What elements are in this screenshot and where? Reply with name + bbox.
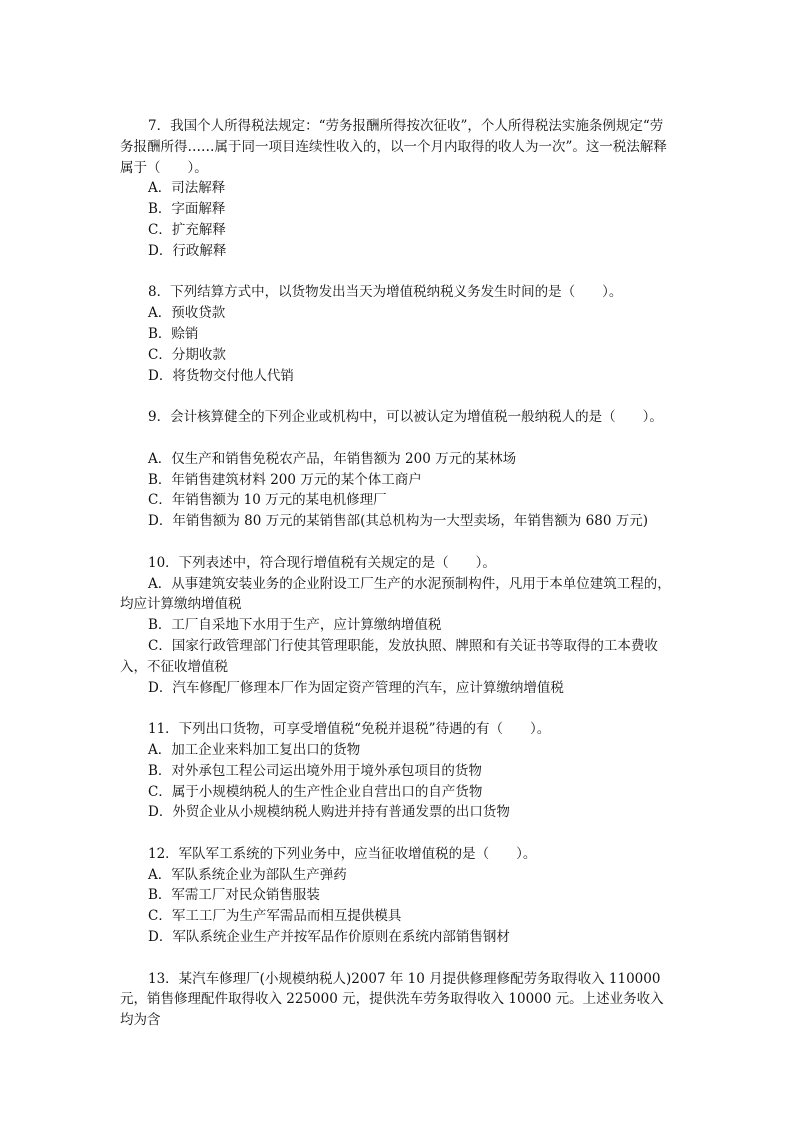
option-d: D．外贸企业从小规模纳税人购进并持有普通发票的出口货物 — [148, 804, 510, 821]
option-b: B．对外承包工程公司运出境外用于境外承包项目的货物 — [148, 762, 482, 779]
question-stem: 9．会计核算健全的下列企业或机构中，可以被认定为增值税一般纳税人的是（ ）。 — [148, 409, 663, 426]
question-stem: 8．下列结算方式中，以货物发出当天为增值税纳税义务发生时间的是（ ）。 — [148, 284, 623, 301]
question-11 — [120, 719, 676, 823]
option-c: C．年销售额为 10 万元的某电机修理厂 — [148, 492, 387, 509]
spacer — [120, 428, 676, 449]
option-c: C．扩充解释 — [148, 221, 226, 238]
option-b: B．年销售建筑材料 200 万元的某个体工商户 — [148, 471, 422, 488]
question-9 — [120, 407, 676, 532]
question-stem: 7．我国个人所得税法规定：“劳务报酬所得按次征收”，个人所得税法实施条例规定“劳务报酬所得……属于同一项目连续性收入的，以一个月内取得的收人为一次”。这一税法解释属于（ ）。 — [120, 118, 667, 176]
question-stem: 13．某汽车修理厂(小规模纳税人)2007 年 10 月提供修理修配劳务取得收入 110000 元，销售修理配件取得收入 225000 元，提供洗车劳务取得收入 10000 元。上述业务收入均为含 — [120, 970, 664, 1029]
question-stem: 12．军队军工系统的下列业务中，应当征收增值税的是（ ）。 — [148, 845, 537, 862]
option-c: C．军工工厂为生产军需品而相互提供模具 — [148, 908, 402, 925]
option-b: B．赊销 — [148, 325, 199, 342]
option-d: D．汽车修配厂修理本厂作为固定资产管理的汽车，应计算缴纳增值税 — [148, 679, 564, 696]
option-a: A．预收贷款 — [148, 305, 226, 322]
option-c: C．属于小规模纳税人的生产性企业自营出口的自产货物 — [148, 783, 483, 800]
option-b: B．军需工厂对民众销售服装 — [148, 887, 320, 904]
option-a: A．司法解释 — [148, 180, 226, 197]
option-d: D．军队系统企业生产并按军品作价原则在系统内部销售钢材 — [148, 929, 510, 946]
question-13 — [120, 969, 676, 1031]
question-stem: 11．下列出口货物，可享受增值税“免税并退税”待遇的有（ ）。 — [148, 721, 551, 738]
option-d: D．行政解释 — [148, 242, 227, 259]
option-a: A．从事建筑安装业务的企业附设工厂生产的水泥预制构件，凡用于本单位建筑工程的，均应计算缴纳增值税 — [120, 575, 671, 613]
option-b: B．字面解释 — [148, 201, 226, 218]
question-8 — [120, 282, 676, 386]
question-stem: 10．下列表述中，符合现行增值税有关规定的是（ ）。 — [148, 554, 496, 571]
question-list — [120, 116, 676, 1052]
option-d: D．年销售额为 80 万元的某销售部(其总机构为一大型卖场，年销售额为 680 万元) — [148, 513, 648, 530]
question-12 — [120, 844, 676, 948]
option-a: A．仅生产和销售免税农产品，年销售额为 200 万元的某林场 — [148, 450, 517, 467]
question-7 — [120, 116, 676, 262]
option-a: A．军队系统企业为部队生产弹药 — [148, 866, 347, 883]
question-10 — [120, 553, 676, 699]
option-c: C．分期收款 — [148, 346, 226, 363]
option-b: B．工厂自采地下水用于生产，应计算缴纳增值税 — [148, 617, 442, 634]
option-a: A．加工企业来料加工复出口的货物 — [148, 741, 361, 758]
option-c: C．国家行政管理部门行使其管理职能，发放执照、牌照和有关证书等取得的工本费收入，不征收增值税 — [120, 637, 658, 675]
option-d: D．将货物交付他人代销 — [148, 367, 294, 384]
